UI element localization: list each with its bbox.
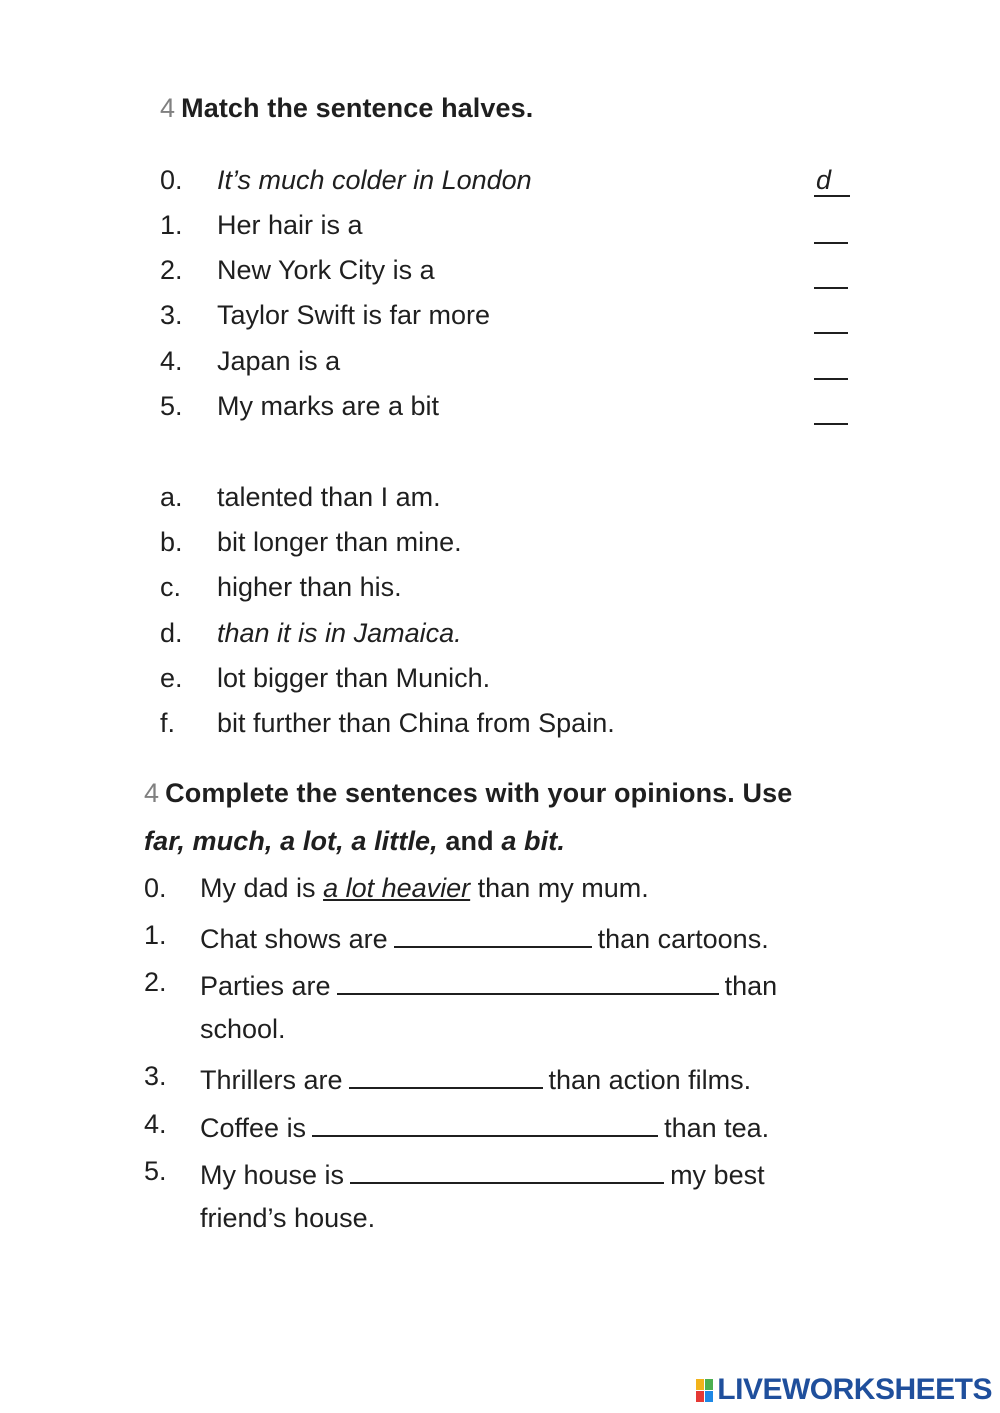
logo-text: LIVEWORKSHEETS	[717, 1373, 992, 1406]
match-answer-2[interactable]	[814, 257, 848, 289]
answer-blank-1[interactable]	[394, 920, 592, 948]
match-answer-4[interactable]	[814, 348, 848, 380]
match-answer-5[interactable]	[814, 393, 848, 425]
section1-heading	[160, 93, 533, 124]
complete-item-continuation: friend’s house.	[200, 1203, 376, 1233]
match-answer-3[interactable]	[814, 302, 848, 334]
section2-number: 4	[144, 778, 160, 808]
section2-title: Complete the sentences with your opinions. Use	[165, 778, 793, 808]
match-answer-0[interactable]: d	[814, 165, 850, 197]
liveworksheets-logo-icon	[696, 1379, 713, 1402]
section2-title-and: and	[445, 826, 494, 856]
liveworksheets-logo[interactable]	[696, 1373, 992, 1407]
section2-title-last: a bit.	[501, 826, 565, 856]
section2-title-words: far, much, a lot, a little,	[144, 826, 438, 856]
section2-heading	[144, 778, 792, 809]
match-answer-1[interactable]	[814, 212, 848, 244]
answer-blank-3[interactable]	[349, 1061, 543, 1089]
complete-item-continuation: school.	[200, 1014, 286, 1044]
example-answer: a lot heavier	[323, 873, 471, 903]
worksheet-page: 4 Match the sentence halves. 0. It’s much colder in London d 1. Her hair is a 2. New York City is a 3. Taylor Swift is far more 4. Japan is a 5. My marks are a bit a. talented than I am. b. bit longer than mine. c. higher than his. d. than it is in Jamaica. e. lot bigger than Munich. f. bit further than China from Spain. 4 Complete the sentences with your opinions. Use far, much, a lot, a little, and a bit. 0. My dad is a lot heavier than my mum. 1. Chat shows are than cartoons. 2. Parties are than school. 3. Thrillers are than action films. 4. Coffee is than tea. 5. My house is my best friend’s house. LIVEWORKSHEETS	[144, 93, 992, 1406]
answer-blank-4[interactable]	[312, 1109, 658, 1137]
section1-title: Match the sentence halves.	[181, 93, 534, 123]
section2-heading-line2	[144, 826, 565, 857]
section1-number: 4	[160, 93, 176, 123]
answer-blank-2[interactable]	[337, 967, 719, 995]
answer-blank-5[interactable]	[350, 1156, 664, 1184]
